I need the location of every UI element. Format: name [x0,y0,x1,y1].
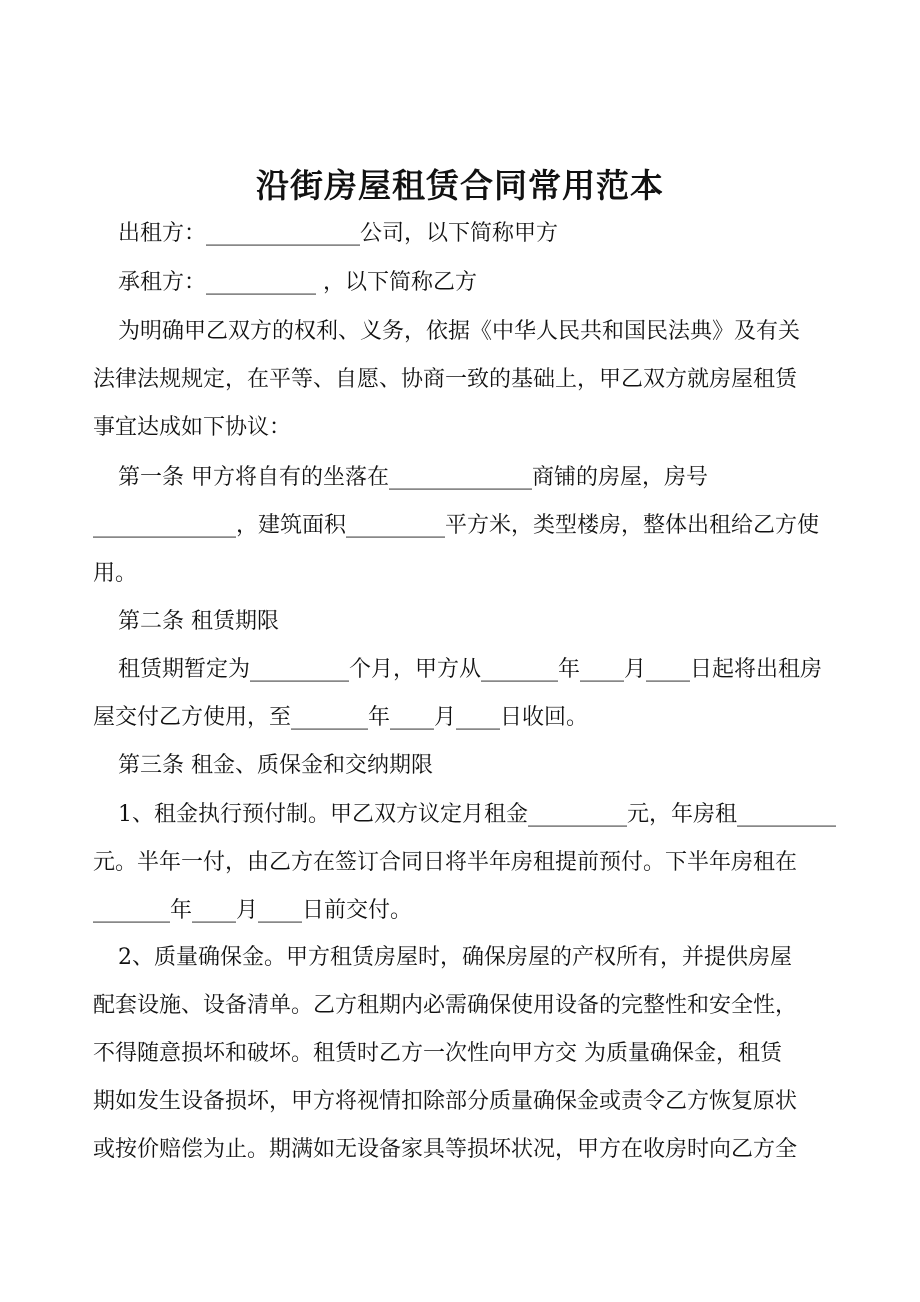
article1-line: 第一条 甲方将自有的坐落在_____________商铺的房屋，房号 [118,465,708,490]
lessee-line [93,259,853,307]
article3-item1-line: 1、租金执行预付制。甲乙双方议定月租金_________元，年房租_________ [118,802,836,827]
article3-item2-line: 配套设施、设备清单。乙方租期内必需确保使用设备的完整性和安全性， [93,993,798,1018]
article1-line: _____________，建筑面积_________平方米，类型楼房，整体出租给乙方使 [93,513,820,538]
article3-item2-paragraph [93,934,853,1174]
lessor-text: 出租方：______________公司，以下简称甲方 [118,221,559,246]
article2-paragraph [93,646,853,742]
article1-line: 用。 [93,561,138,586]
article3-item1-line: _______年____月____日前交付。 [93,898,413,923]
article2-line: 租赁期暂定为_________个月，甲方从_______年____月____日起将出租房 [118,657,823,682]
preamble-line: 事宜达成如下协议： [93,415,292,440]
lessee-text: 承租方：__________ ，以下简称乙方 [118,270,477,295]
lessor-line [93,210,853,258]
article3-item1-line: 元。半年一付，由乙方在签订合同日将半年房租提前预付。下半年房租在 [93,850,798,875]
article2-heading-text: 第二条 租赁期限 [118,609,279,634]
article2-heading [93,598,853,646]
article3-item2-line: 期如发生设备损坏，甲方将视情扣除部分质量确保金或责令乙方恢复原状 [93,1089,798,1114]
preamble-line: 为明确甲乙双方的权利、义务，依据《中华人民共和国民法典》及有关 [118,319,801,344]
article3-heading [93,742,853,790]
article3-item2-line: 不得随意损坏和破坏。租赁时乙方一次性向甲方交 为质量确保金，租赁 [93,1041,782,1066]
article3-item2-line: 或按价赔偿为止。期满如无设备家具等损坏状况，甲方在收房时向乙方全 [93,1137,798,1162]
article3-item1-paragraph [93,791,853,935]
article3-item2-line: 2、质量确保金。甲方租赁房屋时，确保房屋的产权所有，并提供房屋 [118,945,792,970]
page-title: 沿街房屋租赁合同常用范本 [256,166,664,205]
article1-paragraph [93,454,853,598]
article2-line: 屋交付乙方使用，至_______年____月____日收回。 [93,705,589,730]
preamble-paragraph [93,308,853,452]
preamble-line: 法律法规规定，在平等、自愿、协商一致的基础上，甲乙双方就房屋租赁 [93,367,798,392]
article3-heading-text: 第三条 租金、质保金和交纳期限 [118,753,433,778]
